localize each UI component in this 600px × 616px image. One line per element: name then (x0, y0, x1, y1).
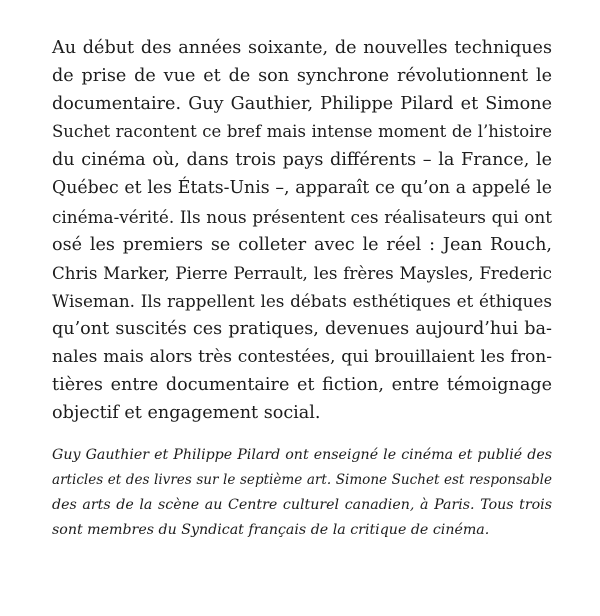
bio-line-4: sont membres du Syndicat français de la critique de cinéma. (52, 522, 490, 538)
description-line-9: Chris Marker, Pierre Perrault, les frères Maysles, Frederic (52, 262, 552, 283)
book-description (52, 34, 552, 427)
description-line-12: nales mais alors très contestées, qui brouillaient les fron- (52, 347, 552, 368)
description-line-7: cinéma-vérité. Ils nous présentent ces réalisateurs qui ont (52, 206, 552, 227)
description-line-6: Québec et les États-Unis –, apparaît ce qu’on a appelé le (52, 178, 552, 199)
description-line-1: Au début des années soixante, de nouvelles techniques (52, 38, 552, 58)
description-line-3: documentaire. Guy Gauthier, Philippe Pilard et Simone (52, 94, 552, 115)
description-line-8: osé les premiers se colleter avec le réel : Jean Rouch, (52, 234, 552, 255)
bio-line-3: des arts de la scène au Centre culturel canadien, à Paris. Tous trois (52, 497, 552, 513)
description-line-10: Wiseman. Ils rappellent les débats esthétiques et éthiques (52, 290, 552, 311)
authors-bio (52, 443, 552, 543)
description-line-14: objectif et engagement social. (52, 403, 321, 424)
description-line-4: Suchet racontent ce bref mais intense moment de l’histoire (52, 122, 552, 142)
bio-line-2: articles et des livres sur le septième art. Simone Suchet est responsable (52, 472, 552, 488)
description-line-13: tières entre documentaire et fiction, entre témoignage (52, 375, 552, 396)
description-line-11: qu’ont suscités ces pratiques, devenues aujourd’hui ba- (52, 318, 552, 339)
description-line-5: du cinéma où, dans trois pays différents – la France, le (52, 150, 552, 171)
bio-line-1: Guy Gauthier et Philippe Pilard ont enseigné le cinéma et publié des (52, 447, 552, 463)
description-line-2: de prise de vue et de son synchrone révolutionnent le (52, 66, 552, 87)
